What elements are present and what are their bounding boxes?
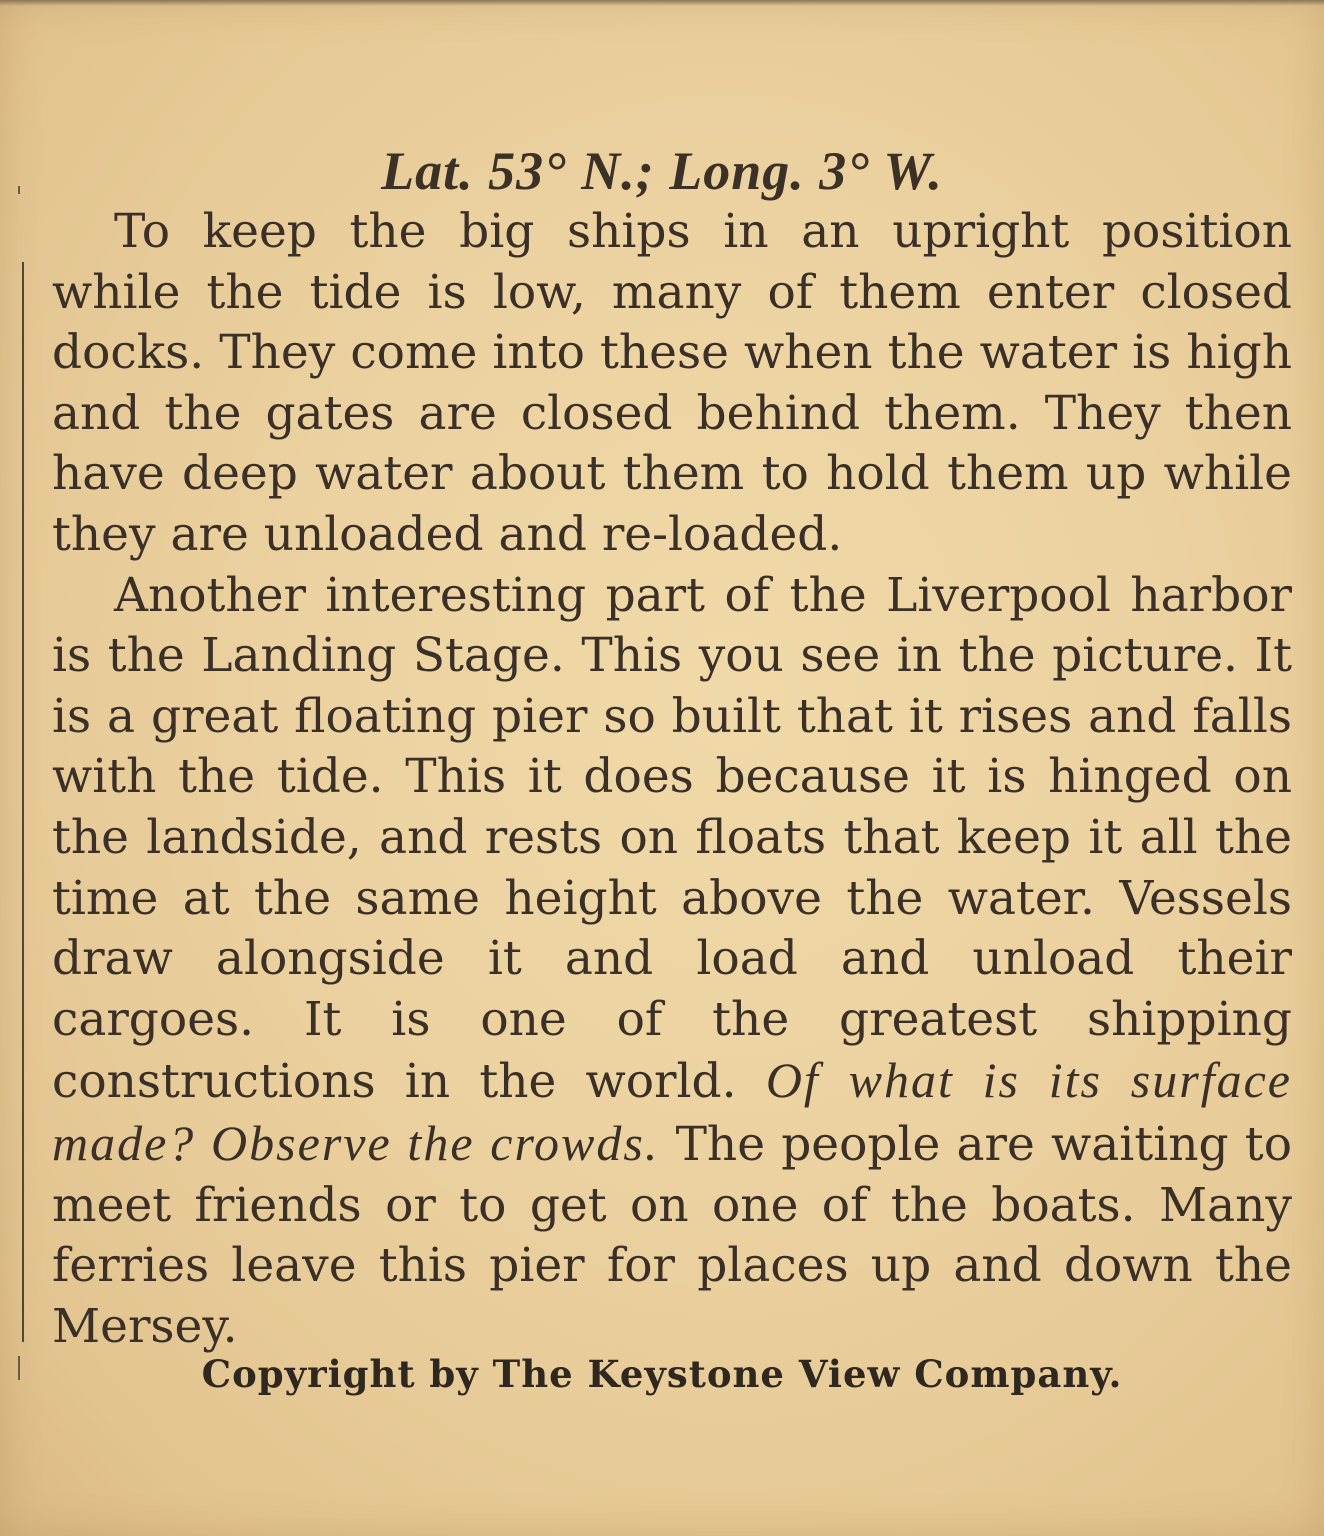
card-top-edge	[0, 0, 1324, 6]
paragraph-docks: To keep the big ships in an upright position while the tide is low, many of them enter closed docks. They come into these when the water is high and the gates are closed behind them. They then have deep water about them to hold them up while they are unloaded and re-loaded.	[52, 204, 1292, 562]
coordinates-heading: Lat. 53° N.; Long. 3° W.	[381, 141, 943, 201]
description-text	[52, 202, 1292, 1357]
italic-question: Of what is its surface made? Observe the crowds.	[52, 1052, 1292, 1171]
paragraph-text: The people are waiting to meet friends or to get on one of the boats. Many ferries leave this pier for places up and down the Mersey.	[52, 1116, 1292, 1354]
paragraph-landing-stage	[52, 566, 1292, 1358]
copyright-line: Copyright by The Keystone View Company.	[201, 1352, 1123, 1396]
margin-rule	[22, 262, 24, 1342]
paragraph-text: Another interesting part of the Liverpool harbor is the Landing Stage. This you see in the picture. It is a great floating pier so built that it rises and falls with the tide. This it does because it is hinged on the landside, and rests on floats that keep it all the time at the same height above the water. Vessels draw alongside it and load and unload their cargoes. It is one of the greatest shipping constructions in the world.	[52, 567, 1292, 1110]
